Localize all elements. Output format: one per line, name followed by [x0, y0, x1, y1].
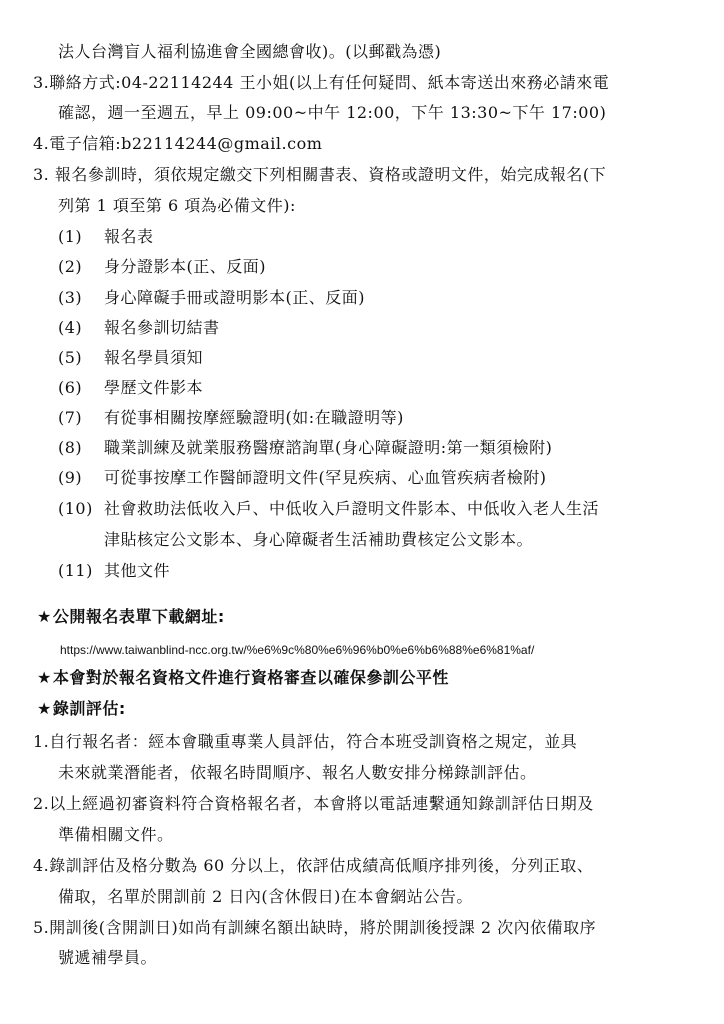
document-item [58, 408, 404, 428]
document-item [58, 257, 266, 277]
evaluation-item-line2: 準備相關文件。 [58, 825, 174, 844]
star-icon: ★ [37, 607, 52, 626]
evaluation-item-line1: 4.錄訓評估及格分數為 60 分以上，依評估成績高低順序排列後，分列正取、 [33, 856, 594, 875]
evaluation-item-line1: 2.以上經過初審資料符合資格報名者，本會將以電話連繫通知錄訓評估日期及 [33, 794, 594, 813]
evaluation-item-line2: 號遞補學員。 [58, 948, 158, 967]
document-item-text: 學歷文件影本 [104, 378, 204, 397]
postal-note-line: 法人台灣盲人福利協進會全國總會收)。(以郵戳為憑) [58, 42, 442, 61]
contact-hours-line: 確認，週一至週五，早上 09:00~中午 12:00，下午 13:30~下午 17:00) [58, 103, 607, 122]
document-item [58, 378, 204, 398]
document-item [58, 318, 220, 338]
document-item [58, 561, 171, 581]
download-url-link[interactable]: https://www.taiwanblind-ncc.org.tw/%e6%9c%80%e6%96%b0%e6%b6%88%e6%81%af/ [60, 643, 535, 657]
download-heading-text: 公開報名表單下載網址: [52, 607, 225, 626]
star-icon: ★ [37, 699, 52, 718]
evaluation-item-line2: 備取，名單於開訓前 2 日內(含休假日)在本會網站公告。 [58, 887, 473, 906]
document-item [58, 348, 204, 368]
document-item [58, 227, 154, 247]
document-item-text: 社會救助法低收入戶、中低收入戶證明文件影本、中低收入老人生活 [104, 499, 600, 518]
document-item-text: 報名表 [104, 227, 154, 246]
document-item-number: (3) [58, 288, 83, 307]
document-item-text: 報名學員須知 [104, 348, 204, 367]
contact-method-line: 3.聯絡方式:04-22114244 王小姐(以上有任何疑問、紙本寄送出來務必請來電 [33, 73, 610, 92]
document-item-text: 身心障礙手冊或證明影本(正、反面) [104, 288, 365, 307]
contact-email-line: 4.電子信箱:b22114244@gmail.com [33, 134, 323, 153]
evaluation-heading-text: 錄訓評估: [52, 699, 126, 718]
document-item-continuation: 津貼核定公文影本、身心障礙者生活補助費核定公文影本。 [104, 530, 534, 549]
document-item-number: (5) [58, 348, 83, 367]
document-item-number: (4) [58, 318, 83, 337]
document-item-number: (9) [58, 468, 83, 487]
document-item-number: (10) [58, 499, 93, 518]
document-item-text: 可從事按摩工作醫師證明文件(罕見疾病、心血管疾病者檢附) [104, 468, 547, 487]
review-notice-text: 本會對於報名資格文件進行資格審查以確保參訓公平性 [52, 668, 449, 687]
document-item-number: (6) [58, 378, 83, 397]
registration-intro-line1: 3. 報名參訓時，須依規定繳交下列相關書表、資格或證明文件，始完成報名(下 [33, 165, 607, 184]
registration-intro-line2: 列第 1 項至第 6 項為必備文件): [58, 196, 296, 215]
evaluation-item-line1: 1.自行報名者：經本會職重專業人員評估，符合本班受訓資格之規定，並具 [33, 732, 578, 751]
evaluation-heading [37, 699, 126, 719]
review-notice [37, 668, 449, 688]
document-item-number: (2) [58, 257, 83, 276]
evaluation-item-line1: 5.開訓後(含開訓日)如尚有訓練名額出缺時，將於開訓後授課 2 次內依備取序 [33, 918, 597, 937]
document-item-number: (1) [58, 227, 83, 246]
document-item [58, 438, 553, 458]
document-item-text: 有從事相關按摩經驗證明(如:在職證明等) [104, 408, 404, 427]
document-item-text: 其他文件 [104, 561, 171, 580]
document-item-number: (7) [58, 408, 83, 427]
download-heading [37, 607, 225, 627]
document-item-text: 身分證影本(正、反面) [104, 257, 266, 276]
document-item [58, 499, 600, 519]
document-item-number: (11) [58, 561, 93, 580]
document-item-text: 職業訓練及就業服務醫療諮詢單(身心障礙證明:第一類須檢附) [104, 438, 553, 457]
document-item-number: (8) [58, 438, 83, 457]
evaluation-item-line2: 未來就業潛能者，依報名時間順序、報名人數安排分梯錄訓評估。 [58, 763, 537, 782]
document-item [58, 288, 365, 308]
star-icon: ★ [37, 668, 52, 687]
document-item [58, 468, 547, 488]
document-item-text: 報名參訓切結書 [104, 318, 220, 337]
